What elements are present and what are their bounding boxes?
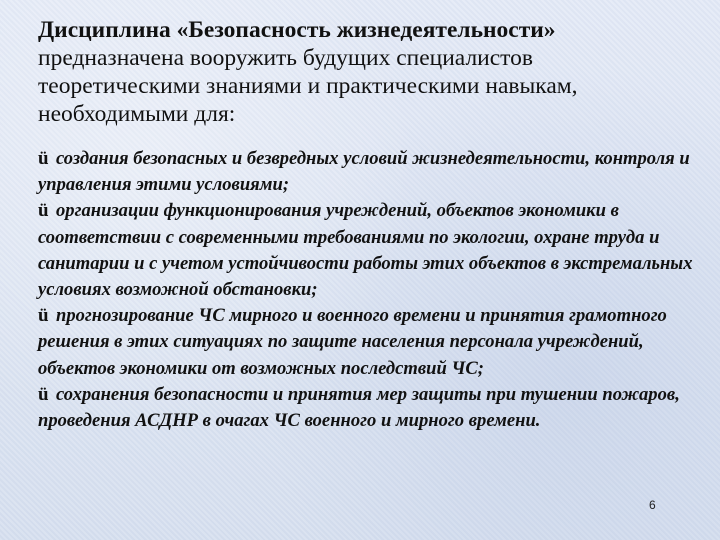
list-item: [38, 198, 698, 303]
checkmark-icon: ü: [38, 305, 49, 327]
list-item-text: прогнозирование ЧС мирного и военного времени и принятия грамотного решения в этих ситуациях по защите населения персонала учреждений, объектов экономики от возможных последствий ЧС;: [38, 305, 667, 379]
intro-text: предназначена вооружить будущих специалистов теоретическими знаниями и практическими навыкам, необходимыми для:: [38, 45, 578, 127]
checkmark-icon: ü: [38, 200, 49, 222]
discipline-title: Дисциплина «Безопасность жизнедеятельности»: [38, 17, 556, 43]
purpose-list: [38, 146, 698, 434]
list-item-text: организации функционирования учреждений, объектов экономики в соответствии с современными требованиями по экологии, охране труда и санитарии и с учетом устойчивости работы этих объектов в экстремальных условиях возможной обстановки;: [38, 200, 693, 301]
list-item: [38, 146, 698, 198]
intro-paragraph: [38, 16, 698, 128]
list-item-text: сохранения безопасности и принятия мер защиты при тушении пожаров, проведения АСДНР в очагах ЧС военного и мирного времени.: [38, 383, 680, 432]
list-item: [38, 303, 698, 382]
list-item: [38, 382, 698, 434]
checkmark-icon: ü: [38, 148, 49, 169]
page-number: 6: [649, 498, 656, 512]
list-item-text: создания безопасных и безвредных условий жизнедеятельности, контроля и управления этими условиями;: [38, 148, 690, 196]
checkmark-icon: ü: [38, 383, 49, 405]
